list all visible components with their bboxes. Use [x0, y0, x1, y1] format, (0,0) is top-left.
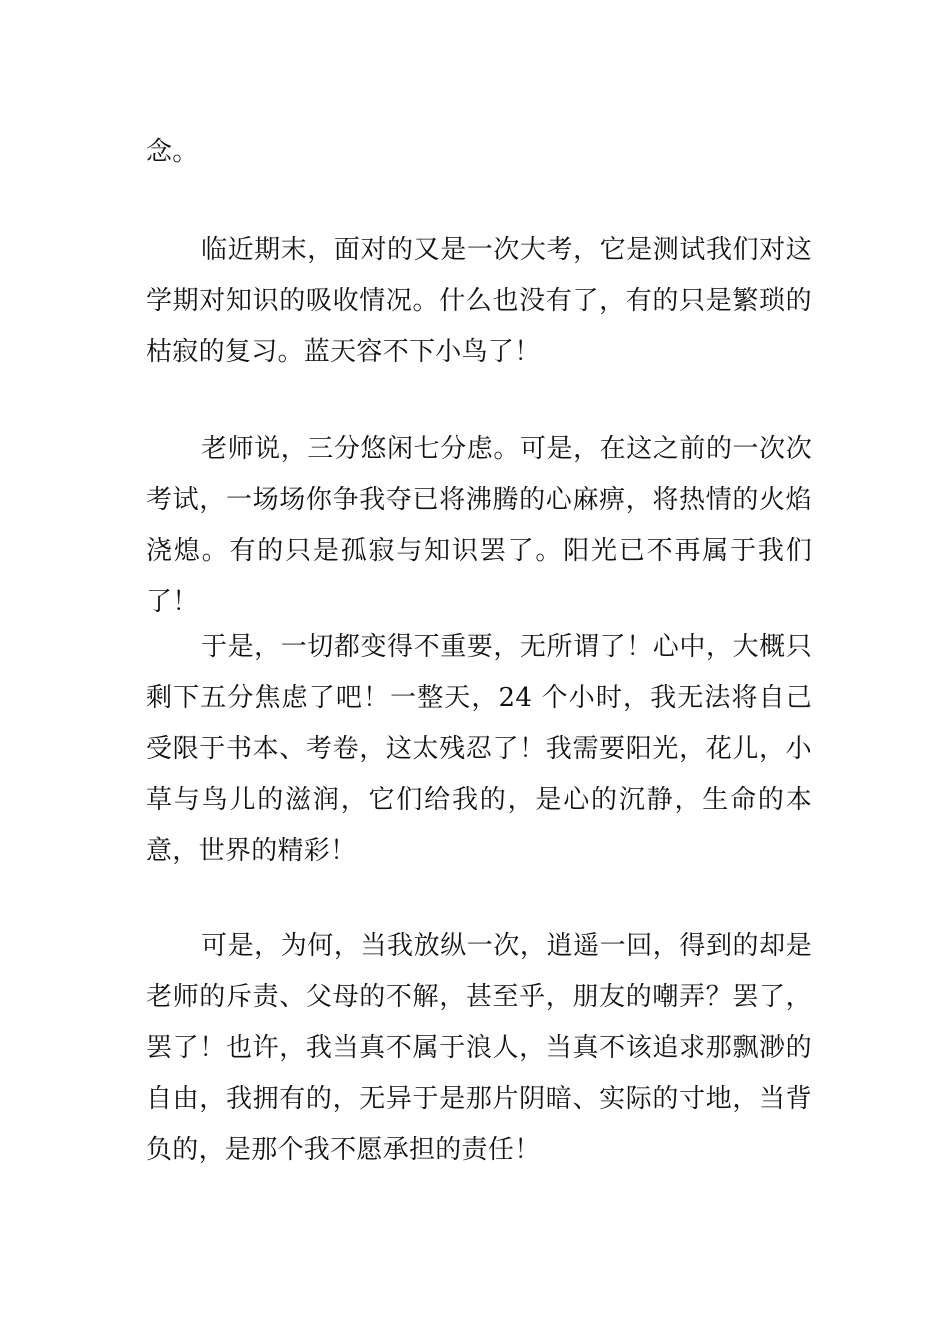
paragraph: 于是，一切都变得不重要，无所谓了！心中，大概只剩下五分焦虑了吧！一整天，24 个小时，我无法将自己受限于书本、考卷，这太残忍了！我需要阳光，花儿，小草与鸟儿的滋润，它们给我的，是心的沉静，生命的本意，世界的精彩！ [146, 632, 812, 866]
paragraph-continuation: 念。 [146, 137, 199, 167]
paragraph: 临近期末，面对的又是一次大考，它是测试我们对这学期对知识的吸收情况。什么也没有了，有的只是繁琐的枯寂的复习。蓝天容不下小鸟了！ [146, 235, 812, 367]
paragraph: 老师说，三分悠闲七分虑。可是，在这之前的一次次考试，一场场你争我夺已将沸腾的心麻痹，将热情的火焰浇熄。有的只是孤寂与知识罢了。阳光已不再属于我们了！ [146, 434, 812, 617]
paragraph: 可是，为何，当我放纵一次，逍遥一回，得到的却是老师的斥责、父母的不解，甚至乎，朋友的嘲弄？罢了，罢了！也许，我当真不属于浪人，当真不该追求那飘渺的自由，我拥有的，无异于是那片阴暗、实际的寸地，当背负的，是那个我不愿承担的责任！ [146, 931, 812, 1165]
